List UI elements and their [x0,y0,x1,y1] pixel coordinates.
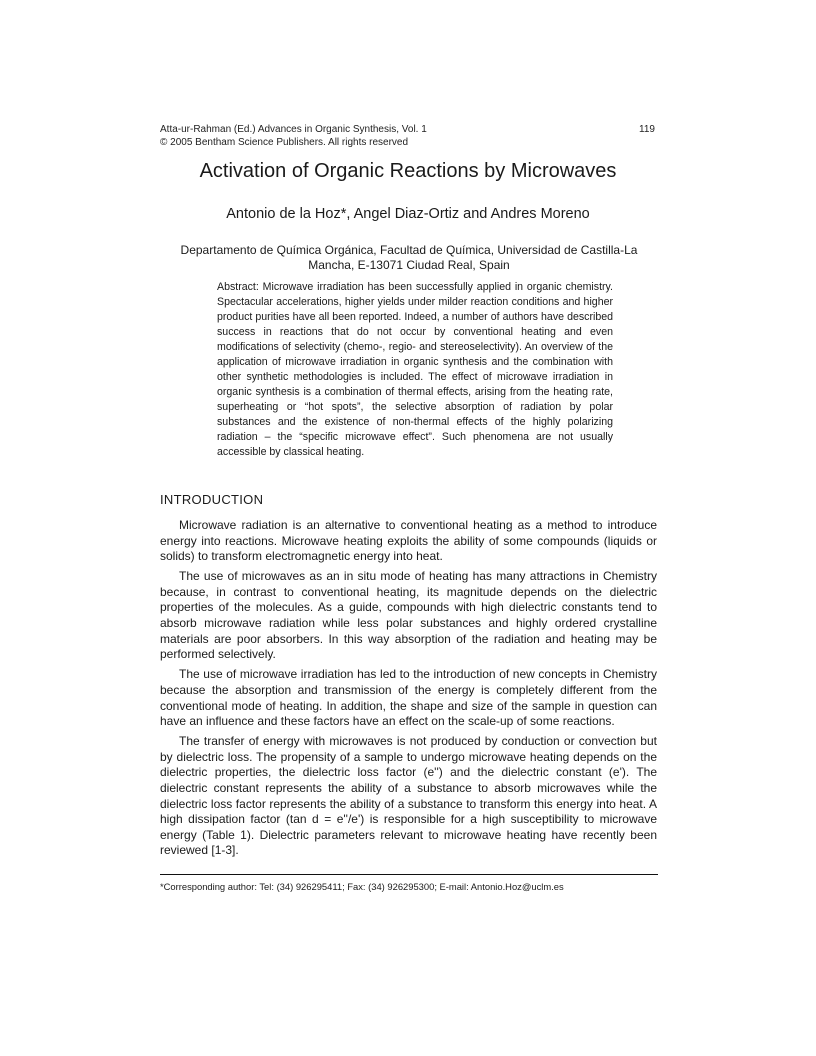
paragraph: The use of microwaves as an in situ mode of heating has many attractions in Chemistry because, in contrast to conventional heating, its magnitude depends on the dielectric properties of the molecules. As a guide, compounds with high dielectric constants tend to absorb microwave radiation while less polar substances and highly ordered crystalline materials are poor absorbers. In this way absorption of the radiation and heating may be performed selectively. [160,569,657,662]
paper-title: Activation of Organic Reactions by Microwaves [199,160,617,182]
section-heading-introduction: INTRODUCTION [160,492,264,507]
header-source: Atta-ur-Rahman (Ed.) Advances in Organic Synthesis, Vol. 1 [160,124,427,135]
paragraph: Microwave radiation is an alternative to conventional heating as a method to introduce energy into reactions. Microwave heating exploits the ability of some compounds (liquids or solids) to transform electromagnetic energy into heat. [160,518,657,564]
affiliation: Departamento de Química Orgánica, Facultad de Química, Universidad de Castilla-La Mancha, E-13071 Ciudad Real, Spain [180,243,638,272]
abstract: Abstract: Microwave irradiation has been successfully applied in organic chemistry. Spectacular accelerations, higher yields under milder reaction conditions and higher product purities have all been reported. Indeed, a number of authors have described success in reactions that do not occur by conventional heating and even modifications of selectivity (chemo-, regio- and stereoselectivity). An overview of the application of microwave irradiation in organic synthesis and the combination with other synthetic methodologies is included. The effect of microwave irradiation in organic synthesis is a combination of thermal effects, arising from the heating rate, superheating or “hot spots”, the selective absorption of radiation by polar substances and the existence of non-thermal effects of the highly polarizing radiation – the “specific microwave effect”. Such phenomena are not usually accessible by classical heating. [217,281,613,458]
paragraph: The transfer of energy with microwaves is not produced by conduction or convection but by dielectric loss. The propensity of a sample to undergo microwave heating depends on the dielectric properties, the dielectric loss factor (e'') and the dielectric constant (e'). The dielectric constant represents the ability of a substance to absorb microwaves while the dielectric loss factor represents the ability of a substance to transform this energy into heat. A high dissipation factor (tan d = e''/e') is responsible for a high susceptibility to microwave energy (Table 1). Dielectric parameters relevant to microwave heating have recently been reviewed [1-3]. [160,734,657,858]
running-header [160,123,658,149]
header-copyright: © 2005 Bentham Science Publishers. All rights reserved [160,137,409,148]
paragraph: The use of microwave irradiation has led to the introduction of new concepts in Chemistry because the absorption and transmission of the energy is completely different from the conventional mode of heating. In addition, the shape and size of the sample in question can have an influence and these factors have an effect on the scale-up of some reactions. [160,667,657,729]
authors: Antonio de la Hoz*, Angel Diaz-Ortiz and Andres Moreno [226,206,590,222]
body-text [160,518,657,863]
footnote-divider [160,874,658,875]
page-number: 119 [639,124,655,135]
footnote-corresponding-author: *Corresponding author: Tel: (34) 926295411; Fax: (34) 926295300; E-mail: Antonio.Hoz@uclm.es [160,881,564,892]
